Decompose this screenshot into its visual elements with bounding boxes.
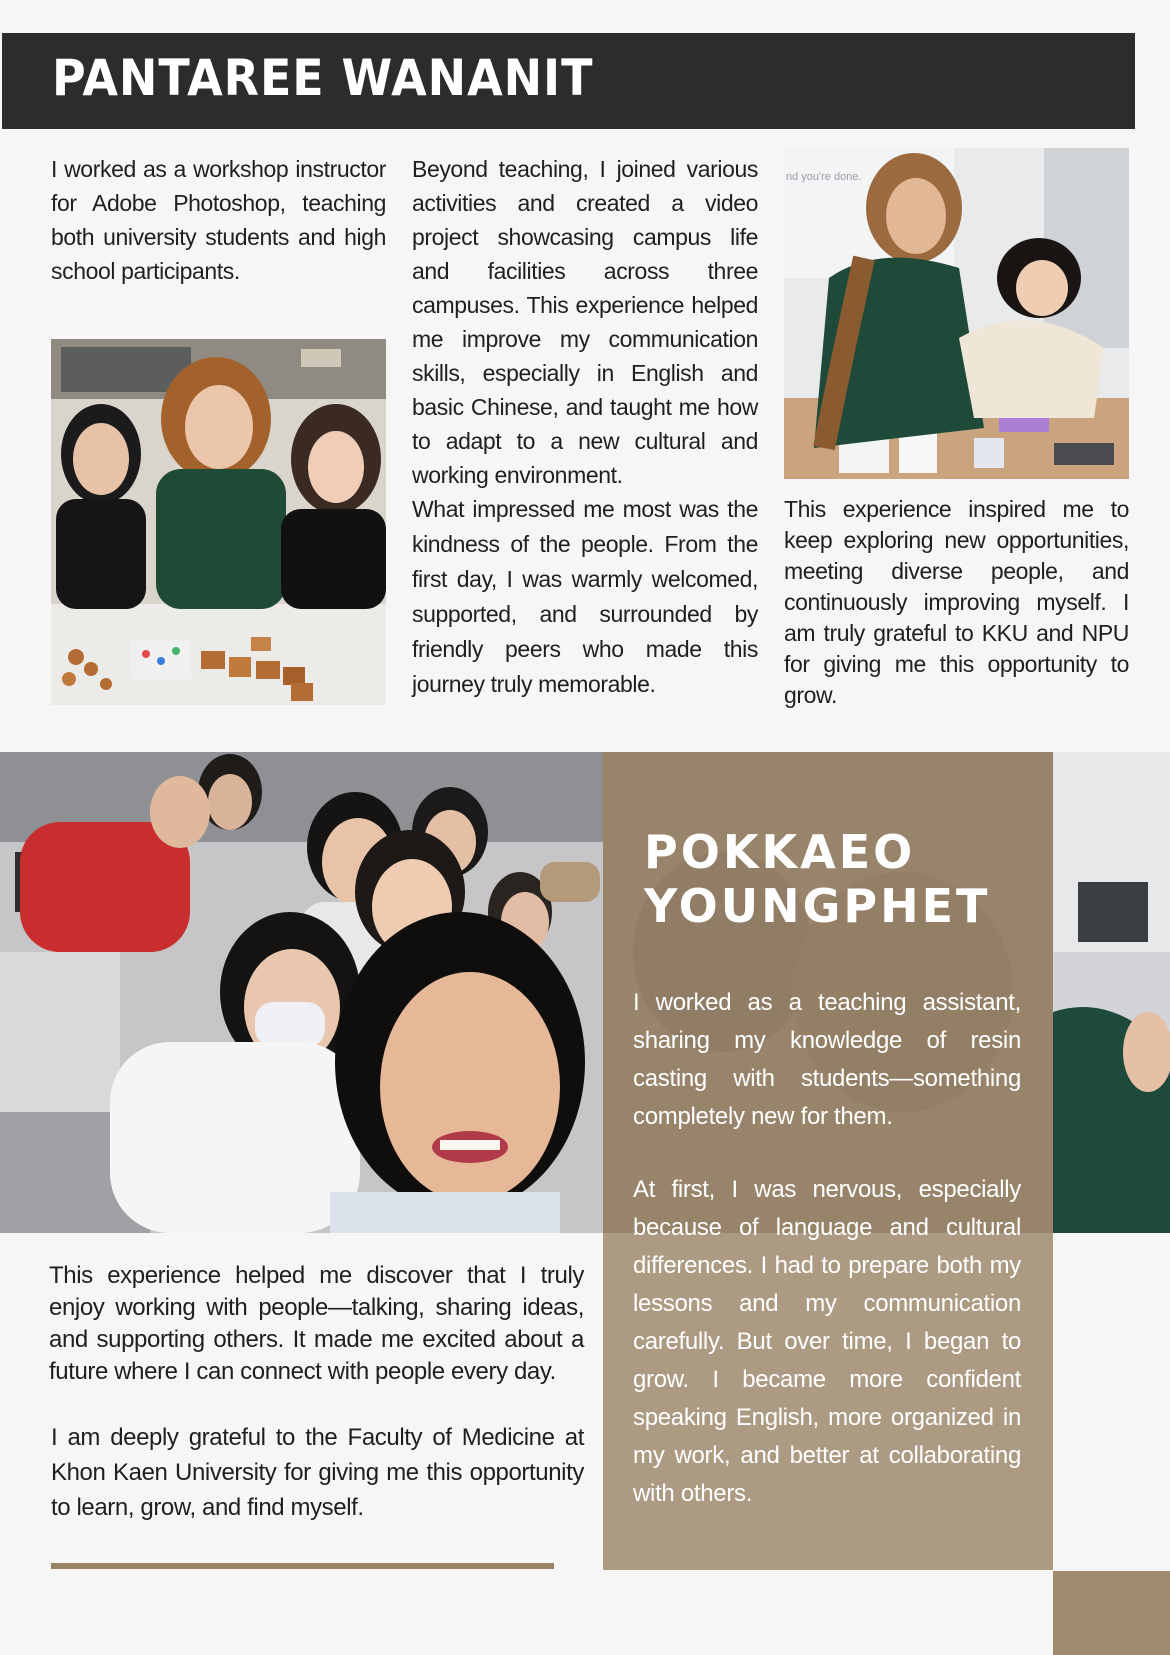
person2-paragraph-4: I am deeply grateful to the Faculty of Medicine at Khon Kaen University for giving me this opportunity to learn, grow, and find myself. [51,1424,584,1521]
whiteboard-text: nd you're done. [786,171,862,183]
classroom-group-selfie [0,752,603,1233]
person2-name-heading: POKKAEO YOUNGPHET [644,825,991,933]
corner-accent-block [1053,1571,1170,1655]
person1-name-heading: PANTAREE WANANIT [52,49,594,107]
person2-paragraph-3: This experience helped me discover that I truly enjoy working with people—talking, sharing ideas, and supporting others. It made me excited about a future where I can connect with people every day. [49,1262,584,1385]
person1-paragraph-3: What impressed me most was the kindness of the people. From the first day, I was warmly welcomed, supported, and surrounded by friendly peers who made this journey truly memorable. [412,496,758,697]
person1-paragraph-2: Beyond teaching, I joined various activities and created a video project showcasing campus life and facilities across three campuses. This experience helped me improve my communication skills, especially in English and basic Chinese, and taught me how to adapt to a new cultural and working environment. [412,156,758,488]
person1-paragraph-4: This experience inspired me to keep exploring new opportunities, meeting diverse people, and continuously improving myself. I am truly grateful to KKU and NPU for giving me this opportunity to grow. [784,496,1129,708]
person1-paragraph-1: I worked as a workshop instructor for Adobe Photoshop, teaching both university students and high school participants. [51,156,386,284]
resin-casting-photo [784,148,1129,479]
workshop-group-photo [51,339,386,705]
person2-paragraph-2: At first, I was nervous, especially because of language and cultural differences. I had to prepare both my lessons and my communication carefully. But over time, I began to grow. I became more confident speaking English, more organized in my work, and better at collaborating with others. [633,1176,1021,1507]
person2-paragraph-1: I worked as a teaching assistant, sharing my knowledge of resin casting with students—something completely new for them. [633,989,1021,1130]
accent-divider-line [51,1563,554,1569]
header-bar [2,33,1135,129]
